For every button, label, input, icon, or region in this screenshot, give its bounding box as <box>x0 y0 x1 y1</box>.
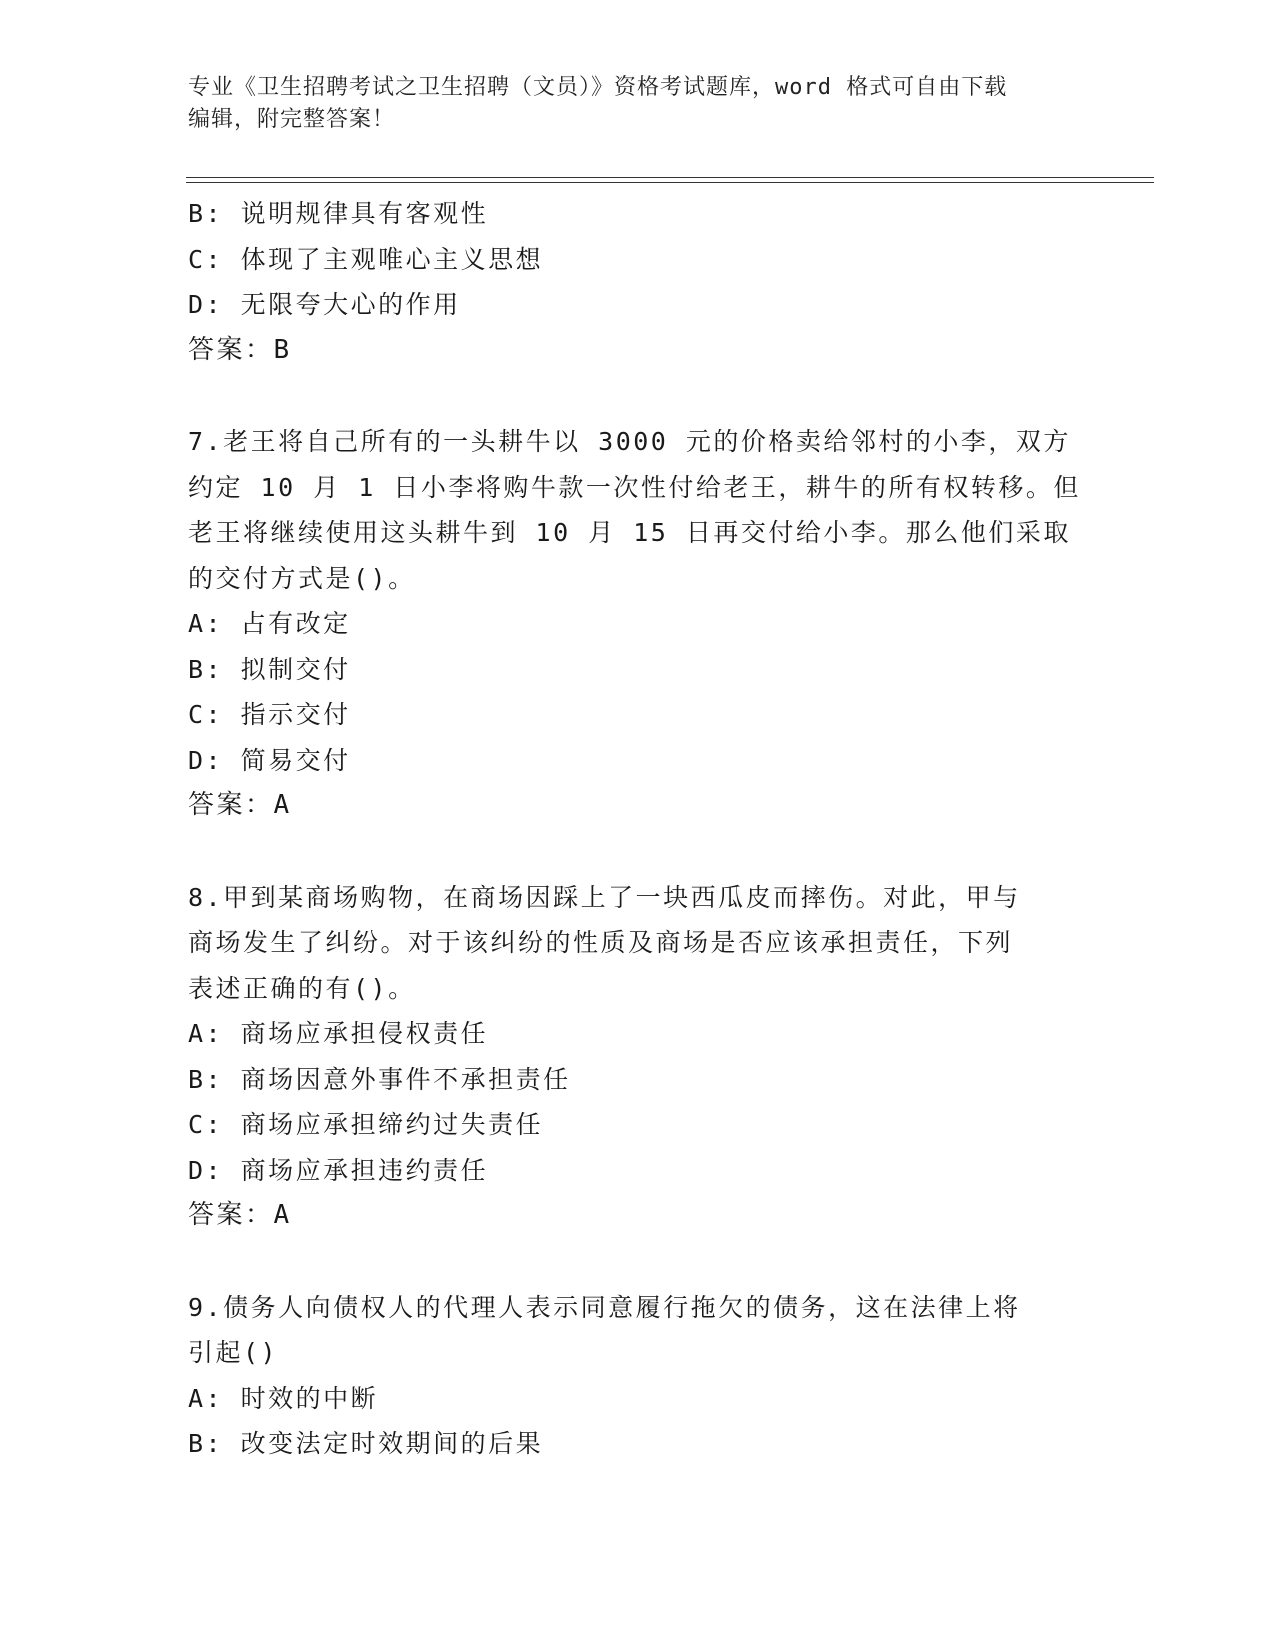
option-b: B: 拟制交付 <box>188 654 351 684</box>
spacer <box>188 373 1078 419</box>
option-c: C: 商场应承担缔约过失责任 <box>188 1110 544 1139</box>
spacer <box>188 1239 1078 1285</box>
question-list <box>188 191 1081 1467</box>
header-divider-bottom <box>186 182 1154 183</box>
option-c: C: 指示交付 <box>188 700 351 729</box>
header-line-2: 编辑，附完整答案！ <box>188 107 396 132</box>
question-stem-line: 引起() <box>188 1338 279 1367</box>
question-6-remainder <box>188 191 1078 373</box>
option-b: B: 改变法定时效期间的后果 <box>188 1429 544 1458</box>
question-7 <box>188 419 1081 829</box>
answer: 答案：A <box>188 790 292 820</box>
question-stem-line: 7.老王将自己所有的一头耕牛以 3000 元的价格卖给邻村的小李，双方 <box>188 427 1071 456</box>
question-stem-line: 约定 10 月 1 日小李将购牛款一次性付给老王，耕牛的所有权转移。但 <box>188 472 1081 502</box>
option-d: D: 无限夸大心的作用 <box>188 290 461 319</box>
answer: 答案：A <box>188 1200 292 1230</box>
question-stem-line: 8.甲到某商场购物，在商场因踩上了一块西瓜皮而摔伤。对此，甲与 <box>188 882 1021 912</box>
option-b: B: 说明规律具有客观性 <box>188 199 489 228</box>
option-c: C: 体现了主观唯心主义思想 <box>188 244 544 274</box>
question-stem-line: 商场发生了纠纷。对于该纠纷的性质及商场是否应该承担责任，下列 <box>188 928 1014 957</box>
question-stem-line: 9.债务人向债权人的代理人表示同意履行拖欠的债务，这在法律上将 <box>188 1292 1021 1322</box>
option-d: D: 商场应承担违约责任 <box>188 1155 489 1185</box>
option-d: D: 简易交付 <box>188 745 351 775</box>
header-divider-top <box>186 177 1154 178</box>
option-a: A: 时效的中断 <box>188 1383 379 1413</box>
option-a: A: 商场应承担侵权责任 <box>188 1019 489 1048</box>
question-stem-line: 的交付方式是()。 <box>188 563 416 593</box>
header-line-1: 专业《卫生招聘考试之卫生招聘（文员）》资格考试题库，word 格式可自由下载 <box>188 75 1008 100</box>
spacer <box>188 829 1078 875</box>
question-8 <box>188 875 1078 1239</box>
option-b: B: 商场因意外事件不承担责任 <box>188 1064 571 1094</box>
question-9 <box>188 1285 1078 1467</box>
question-stem-line: 表述正确的有()。 <box>188 973 416 1003</box>
document-header <box>188 72 1088 136</box>
question-stem-line: 老王将继续使用这头耕牛到 10 月 15 日再交付给小李。那么他们采取 <box>188 518 1071 547</box>
answer: 答案：B <box>188 334 292 365</box>
option-a: A: 占有改定 <box>188 609 351 638</box>
